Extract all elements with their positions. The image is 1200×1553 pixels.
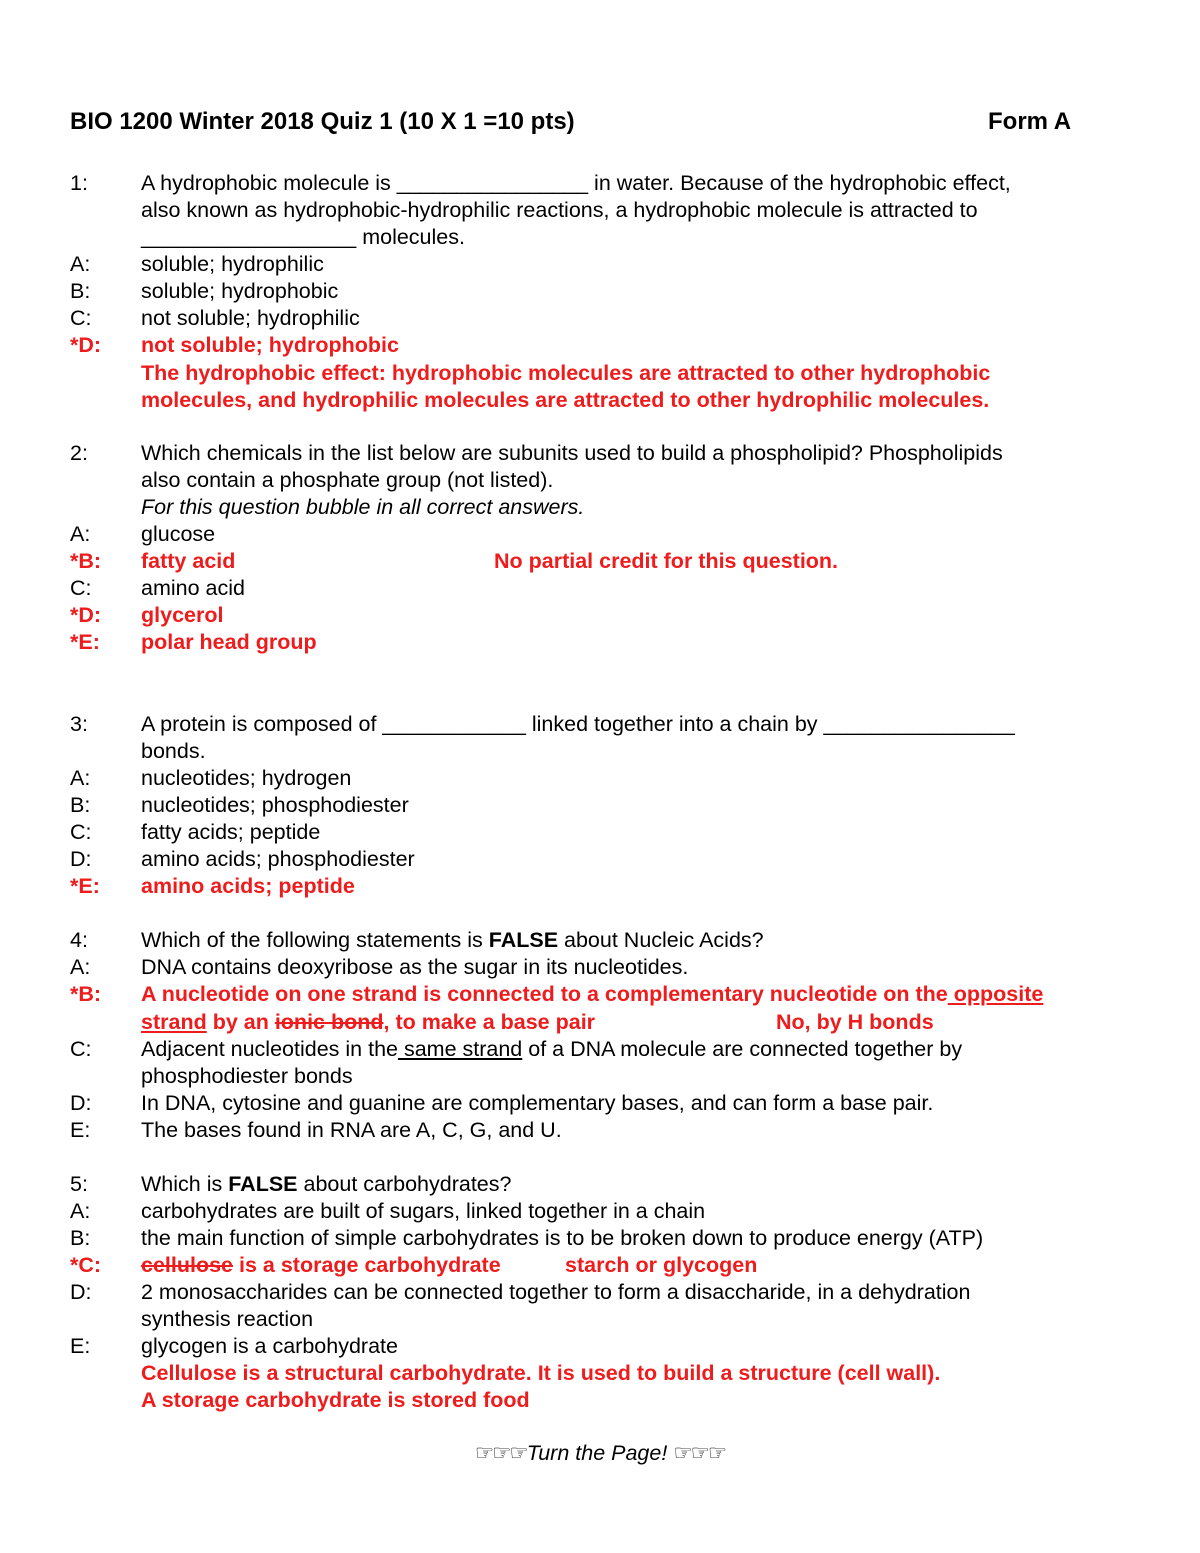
option-label: A: xyxy=(70,522,91,546)
option-text: nucleotides; hydrogen xyxy=(141,766,352,790)
answer-label: *E: xyxy=(70,630,100,654)
option-text: synthesis reaction xyxy=(141,1307,314,1331)
option-label: C: xyxy=(70,306,92,330)
option-label: C: xyxy=(70,576,92,600)
q4-number: 4: xyxy=(70,928,88,952)
q2-number: 2: xyxy=(70,441,88,465)
struck-text: ionic bond xyxy=(274,1010,384,1034)
pointing-hand-icon: ☞☞☞ xyxy=(673,1441,726,1465)
option-text: In DNA, cytosine and guanine are complementary bases, and can form a base pair. xyxy=(141,1091,934,1115)
option-label: D: xyxy=(70,1091,92,1115)
option-label: B: xyxy=(70,793,91,817)
option-text: nucleotides; phosphodiester xyxy=(141,793,409,817)
option-text: DNA contains deoxyribose as the sugar in its nucleotides. xyxy=(141,955,689,979)
explanation-text: molecules, and hydrophilic molecules are attracted to other hydrophilic molecules. xyxy=(141,388,990,412)
answer-text: not soluble; hydrophobic xyxy=(141,333,399,357)
correction-note: No, by H bonds xyxy=(776,1010,934,1034)
option-label: D: xyxy=(70,1280,92,1304)
form-label: Form A xyxy=(988,108,1072,135)
pointing-hand-icon: ☞☞☞ xyxy=(474,1441,527,1465)
option-text: carbohydrates are built of sugars, linked together in a chain xyxy=(141,1199,706,1223)
grading-note: No partial credit for this question. xyxy=(494,549,839,573)
explanation-text: A storage carbohydrate is stored food xyxy=(141,1388,530,1412)
explanation-text: The hydrophobic effect: hydrophobic molecules are attracted to other hydrophobic xyxy=(141,361,991,385)
answer-label: *E: xyxy=(70,874,100,898)
answer-label: *C: xyxy=(70,1253,102,1277)
answer-text: glycerol xyxy=(141,603,224,627)
answer-text: A nucleotide on one strand is connected to a complementary nucleotide on the opposite xyxy=(141,982,1044,1006)
turn-page-footer xyxy=(0,1441,1200,1466)
struck-text: cellulose xyxy=(141,1253,234,1277)
q2-stem-text: also contain a phosphate group (not listed). xyxy=(141,468,554,492)
q4-stem-text: Which of the following statements is FALSE about Nucleic Acids? xyxy=(141,928,764,952)
option-label: D: xyxy=(70,847,92,871)
option-text: not soluble; hydrophilic xyxy=(141,306,360,330)
explanation-text: Cellulose is a structural carbohydrate. It is used to build a structure (cell wall). xyxy=(141,1361,941,1385)
option-text: amino acid xyxy=(141,576,245,600)
option-text: phosphodiester bonds xyxy=(141,1064,353,1088)
option-label: C: xyxy=(70,820,92,844)
q1-stem-text: __________________ molecules. xyxy=(141,225,465,249)
option-text: glycogen is a carbohydrate xyxy=(141,1334,398,1358)
option-text: 2 monosaccharides can be connected together to form a disaccharide, in a dehydration xyxy=(141,1280,971,1304)
option-text: The bases found in RNA are A, C, G, and U. xyxy=(141,1118,562,1142)
answer-text: strand by an ionic bond, to make a base pair xyxy=(141,1010,596,1034)
q3-stem-text: A protein is composed of ____________ linked together into a chain by ________________ xyxy=(141,712,1015,736)
q5-stem-text: Which is FALSE about carbohydrates? xyxy=(141,1172,512,1196)
option-text: amino acids; phosphodiester xyxy=(141,847,415,871)
option-label: A: xyxy=(70,1199,91,1223)
option-text: soluble; hydrophobic xyxy=(141,279,339,303)
option-text: glucose xyxy=(141,522,216,546)
answer-text: fatty acid xyxy=(141,549,236,573)
q3-number: 3: xyxy=(70,712,88,736)
q3-stem-text: bonds. xyxy=(141,739,206,763)
option-label: A: xyxy=(70,955,91,979)
q1-stem-text: also known as hydrophobic-hydrophilic reactions, a hydrophobic molecule is attracted to xyxy=(141,198,978,222)
quiz-title: BIO 1200 Winter 2018 Quiz 1 (10 X 1 =10 pts) xyxy=(70,108,575,135)
option-label: C: xyxy=(70,1037,92,1061)
answer-label: *D: xyxy=(70,603,102,627)
option-label: A: xyxy=(70,252,91,276)
option-text: Adjacent nucleotides in the same strand of a DNA molecule are connected together by xyxy=(141,1037,963,1061)
answer-text: polar head group xyxy=(141,630,317,654)
option-label: E: xyxy=(70,1334,91,1358)
answer-label: *B: xyxy=(70,982,102,1006)
option-text: the main function of simple carbohydrates is to be broken down to produce energy (ATP) xyxy=(141,1226,984,1250)
option-label: A: xyxy=(70,766,91,790)
instruction-text: For this question bubble in all correct answers. xyxy=(141,495,585,519)
answer-label: *D: xyxy=(70,333,102,357)
footer-text: Turn the Page! xyxy=(526,1441,668,1465)
option-label: B: xyxy=(70,279,91,303)
option-label: B: xyxy=(70,1226,91,1250)
answer-label: *B: xyxy=(70,549,102,573)
q1-stem-text: A hydrophobic molecule is ________________ in water. Because of the hydrophobic effect, xyxy=(141,171,1011,195)
correction-note: starch or glycogen xyxy=(565,1253,758,1277)
answer-text: amino acids; peptide xyxy=(141,874,355,898)
answer-text: cellulose is a storage carbohydrate xyxy=(141,1253,501,1277)
option-text: soluble; hydrophilic xyxy=(141,252,324,276)
option-text: fatty acids; peptide xyxy=(141,820,321,844)
option-label: E: xyxy=(70,1118,91,1142)
q5-number: 5: xyxy=(70,1172,88,1196)
q1-number: 1: xyxy=(70,171,88,195)
q2-stem-text: Which chemicals in the list below are subunits used to build a phospholipid? Phospholipids xyxy=(141,441,1003,465)
